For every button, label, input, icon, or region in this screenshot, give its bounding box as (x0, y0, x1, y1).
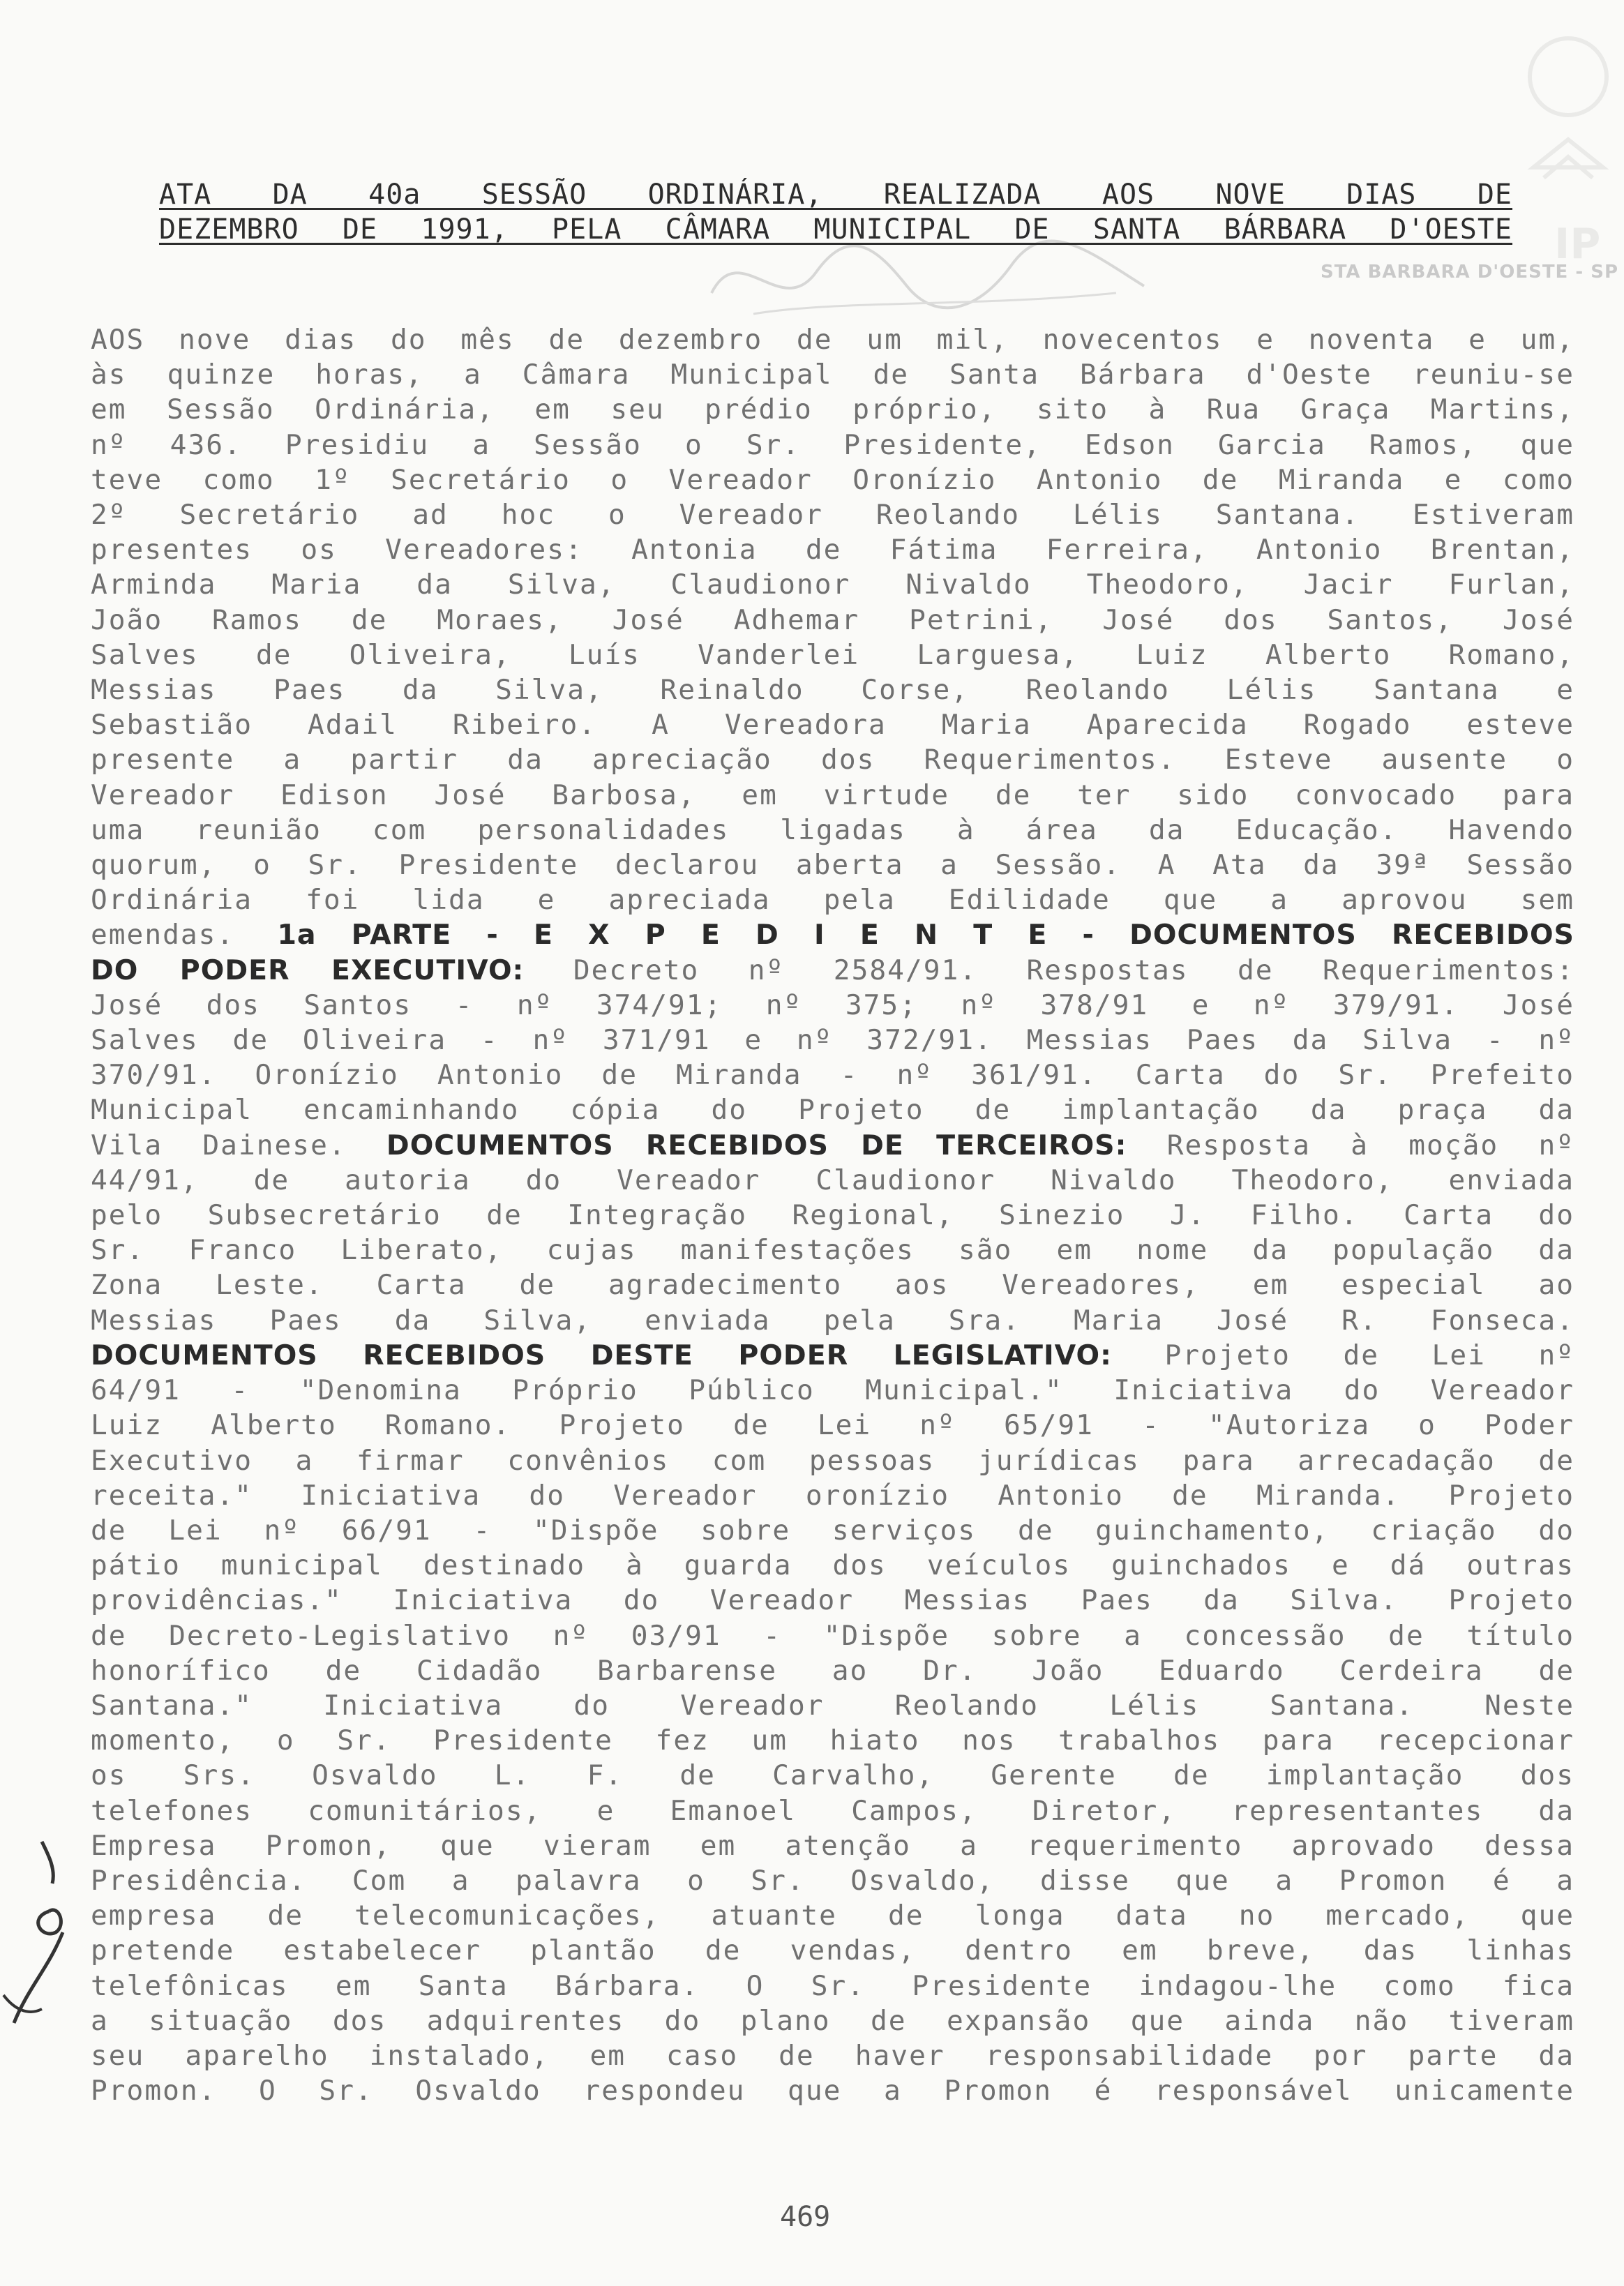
svg-text:IP: IP (1554, 220, 1601, 269)
body-line: Messias Paes da Silva, Reinaldo Corse, Reolando Lélis Santana e (91, 674, 1574, 707)
body-line: Ordinária foi lida e apreciada pela Edilidade que a aprovou sem (91, 884, 1574, 917)
body-line: quorum, o Sr. Presidente declarou aberta a Sessão. A Ata da 39ª Sessão (91, 849, 1574, 882)
expediente-heading: 1a PARTE - E X P E D I E N T E - DOCUMENTOS RECEBIDOS (277, 919, 1574, 952)
body-line: Salves de Oliveira - nº 371/91 e nº 372/91. Messias Paes da Silva - nº (91, 1024, 1574, 1057)
body-line: Salves de Oliveira, Luís Vanderlei Larguesa, Luiz Alberto Romano, (91, 638, 1574, 671)
body-line: José dos Santos - nº 374/91; nº 375; nº 378/91 e nº 379/91. José (91, 988, 1574, 1021)
page-number: 469 (780, 2201, 831, 2233)
body-line-executive (91, 953, 1574, 988)
body-line: pátio municipal destinado à guarda dos veículos guinchados e dá outras (91, 1549, 1574, 1582)
body-line: os Srs. Osvaldo L. F. de Carvalho, Gerente de implantação dos (91, 1759, 1574, 1792)
executive-docs-heading: DO PODER EXECUTIVO: (91, 954, 525, 986)
body-line: Executivo a firmar convênios com pessoas jurídicas para arrecadação de (91, 1444, 1574, 1477)
body-line: receita." Iniciativa do Vereador oronízio Antonio de Miranda. Projeto (91, 1479, 1574, 1512)
body-line: 370/91. Oronízio Antonio de Miranda - nº 361/91. Carta do Sr. Prefeito (91, 1059, 1574, 1092)
body-line: João Ramos de Moraes, José Adhemar Petrini, José dos Santos, José (91, 603, 1574, 636)
body-line-legislative (91, 1338, 1574, 1373)
body-line: Zona Leste. Carta de agradecimento aos Vereadores, em especial ao (91, 1269, 1574, 1302)
body-line: a situação dos adquirentes do plano de expansão que ainda não tiveram (91, 2004, 1574, 2037)
body-line-expediente (91, 917, 1574, 952)
title-line-2: DEZEMBRO DE 1991, PELA CÂMARA MUNICIPAL DE SANTA BÁRBARA D'OESTE (159, 213, 1512, 246)
body-line: Vereador Edison José Barbosa, em virtude de ter sido convocado para (91, 779, 1574, 811)
body-line: empresa de telecomunicações, atuante de longa data no mercado, que (91, 1900, 1574, 1932)
body-line: Sr. Franco Liberato, cujas manifestações são em nome da população da (91, 1234, 1574, 1267)
body-line: providências." Iniciativa do Vereador Messias Paes da Silva. Projeto (91, 1584, 1574, 1617)
body-line: teve como 1º Secretário o Vereador Oronízio Antonio de Miranda e como (91, 463, 1574, 496)
body-line: pelo Subsecretário de Integração Regional, Sinezio J. Filho. Carta do (91, 1199, 1574, 1232)
expediente-lead: emendas. (91, 919, 278, 952)
body-line: nº 436. Presidiu a Sessão o Sr. Presidente, Edson Garcia Ramos, que (91, 428, 1574, 461)
body-line: honorífico de Cidadão Barbarense ao Dr. João Eduardo Cerdeira de (91, 1654, 1574, 1687)
margin-handwriting (0, 1828, 77, 2037)
third-party-lead: Vila Dainese. (91, 1129, 386, 1161)
body-line: presente a partir da apreciação dos Requerimentos. Esteve ausente o (91, 744, 1574, 776)
body-line: Arminda Maria da Silva, Claudionor Nivaldo Theodoro, Jacir Furlan, (91, 569, 1574, 601)
legislative-docs-text: Projeto de Lei nº (1111, 1339, 1574, 1371)
body-line: de Decreto-Legislativo nº 03/91 - "Dispõe sobre a concessão de título (91, 1619, 1574, 1652)
third-party-docs-text: Resposta à moção nº (1127, 1129, 1574, 1161)
body-line: de Lei nº 66/91 - "Dispõe sobre serviços de guinchamento, criação do (91, 1514, 1574, 1547)
document-title (159, 177, 1512, 247)
body-line: AOS nove dias do mês de dezembro de um mil, novecentos e noventa e um, (91, 324, 1574, 356)
body-line: Sebastião Adail Ribeiro. A Vereadora Maria Aparecida Rogado esteve (91, 709, 1574, 742)
body-line: em Sessão Ordinária, em seu prédio próprio, sito à Rua Graça Martins, (91, 393, 1574, 426)
body-line: 64/91 - "Denomina Próprio Público Municipal." Iniciativa do Vereador (91, 1374, 1574, 1407)
body-line: Promon. O Sr. Osvaldo respondeu que a Promon é responsável unicamente (91, 2075, 1574, 2107)
body-line: Presidência. Com a palavra o Sr. Osvaldo, disse que a Promon é a (91, 1864, 1574, 1897)
body-line: Empresa Promon, que vieram em atenção a requerimento aprovado dessa (91, 1829, 1574, 1862)
body-line: Municipal encaminhando cópia do Projeto de implantação da praça da (91, 1094, 1574, 1127)
body-line: Luiz Alberto Romano. Projeto de Lei nº 65/91 - "Autoriza o Poder (91, 1409, 1574, 1442)
body-line: às quinze horas, a Câmara Municipal de Santa Bárbara d'Oeste reuniu-se (91, 359, 1574, 391)
third-party-docs-heading: DOCUMENTOS RECEBIDOS DE TERCEIROS: (386, 1129, 1127, 1161)
body-line: momento, o Sr. Presidente fez um hiato nos trabalhos para recepcionar (91, 1724, 1574, 1757)
body-line: 44/91, de autoria do Vereador Claudionor Nivaldo Theodoro, enviada (91, 1164, 1574, 1196)
body-line: telefones comunitários, e Emanoel Campos, Diretor, representantes da (91, 1794, 1574, 1827)
body-line: Messias Paes da Silva, enviada pela Sra. Maria José R. Fonseca. (91, 1304, 1574, 1337)
title-line-1: ATA DA 40a SESSÃO ORDINÁRIA, REALIZADA AOS NOVE DIAS DE (159, 179, 1512, 211)
body-line: telefônicas em Santa Bárbara. O Sr. Presidente indagou-lhe como fica (91, 1969, 1574, 2002)
body-line: Santana." Iniciativa do Vereador Reolando Lélis Santana. Neste (91, 1689, 1574, 1722)
body-line: pretende estabelecer plantão de vendas, dentro em breve, das linhas (91, 1934, 1574, 1967)
minutes-body (91, 322, 1574, 2108)
seal-caption: STA BARBARA D'OESTE - SP (1320, 262, 1618, 283)
body-line: seu aparelho instalado, em caso de haver responsabilidade por parte da (91, 2039, 1574, 2072)
body-line: 2º Secretário ad hoc o Vereador Reolando Lélis Santana. Estiveram (91, 499, 1574, 532)
body-line-third-party (91, 1128, 1574, 1163)
body-line: presentes os Vereadores: Antonia de Fátima Ferreira, Antonio Brentan, (91, 534, 1574, 566)
legislative-docs-heading: DOCUMENTOS RECEBIDOS DESTE PODER LEGISLATIVO: (91, 1339, 1112, 1371)
executive-docs-text: Decreto nº 2584/91. Respostas de Requerimentos: (524, 954, 1574, 986)
body-line: uma reunião com personalidades ligadas à área da Educação. Havendo (91, 813, 1574, 846)
